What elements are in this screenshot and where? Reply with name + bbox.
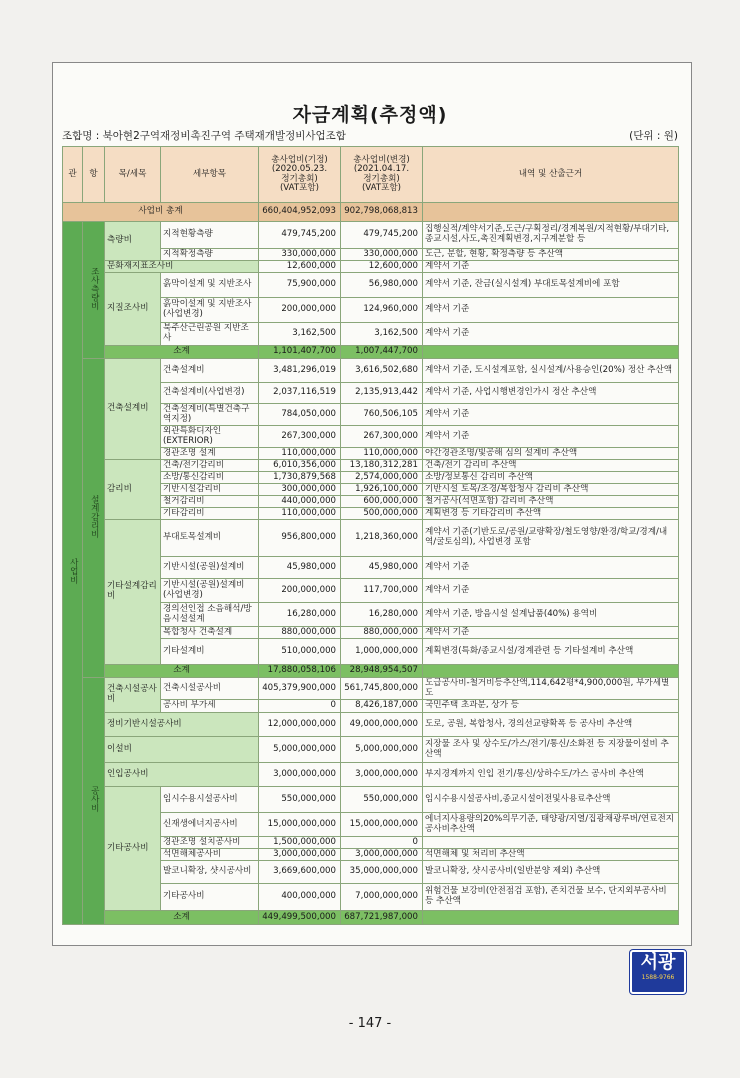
hang-survey: 조사측량비	[83, 222, 105, 359]
header-col-a: 총사업비(기정) (2020.05.23. 정기총회) (VAT포함)	[259, 147, 341, 203]
table-row: 철거감리비 440,000,000 600,000,000 철거공사(석면포함) 감리비 추산액	[63, 496, 679, 508]
header-mok: 목/세목	[105, 147, 161, 203]
table-row: 석면해체공사비 3,000,000,000 3,000,000,000 석면해체 및 처리비 추산액	[63, 849, 679, 861]
grand-total-b: 902,798,068,813	[341, 203, 423, 222]
table-row: 기반시설(공원)설계비(사업변경) 200,000,000 117,700,000 계약서 기준	[63, 579, 679, 603]
table-row: 지적확정측량 330,000,000 330,000,000 도근, 분할, 현황, 확정측량 등 추산액	[63, 249, 679, 261]
grand-total-label: 사업비 총계	[63, 203, 259, 222]
gwan-cell: 사업비	[63, 222, 83, 925]
header-col-b: 총사업비(변경) (2021.04.17. 정기총회) (VAT포함)	[341, 147, 423, 203]
table-row: 정비기반시설공사비 12,000,000,000 49,000,000,000 도로, 공원, 복합청사, 경의선교량확폭 등 공사비 추산액	[63, 713, 679, 737]
table-row: 기타설계감리비 부대토목설계비 956,800,000 1,218,360,000 계약서 기준(기반도로/공원/교량확장/철도영향/환경/학교/경계/내역/굴토심의), 사업변경 포함	[63, 520, 679, 557]
table-row: 흙막이설계 및 지반조사(사업변경) 200,000,000 124,960,000 계약서 기준	[63, 298, 679, 323]
table-row: 공사비 건축시설공사비 건축시설공사비 405,379,900,000 561,745,800,000 도급공사비-철거비등추산액,114,642평*4,900,000원, 부가세별도	[63, 678, 679, 700]
unit-label: (단위 : 원)	[629, 130, 678, 142]
page-title: 자금계획(추정액)	[292, 104, 448, 126]
header-basis: 내역 및 산출근거	[423, 147, 679, 203]
grand-total-row	[63, 203, 679, 222]
table-row: 기타설계비 510,000,000 1,000,000,000 계획변경(특화/종교시설/경계관련 등 기타설계비 추산액	[63, 639, 679, 665]
header-gwan: 관	[63, 147, 83, 203]
subtotal-row: 소계 1,101,407,700 1,007,447,700	[63, 346, 679, 359]
publisher-logo: 서광 1588-9766	[630, 950, 686, 994]
table-row: 발코니확장, 샷시공사비 3,669,600,000 35,000,000,000 발코니확장, 샷시공사비(일반분양 제외) 추산액	[63, 861, 679, 884]
table-row: 경관조명 설치공사비 1,500,000,000 0	[63, 837, 679, 849]
table-row: 기타공사비 400,000,000 7,000,000,000 위험건물 보강비(안전점검 포함), 존치건물 보수, 단지외부공사비 등 추산액	[63, 884, 679, 911]
table-row: 건축설계비(특별건축구역지정) 784,050,000 760,506,105 계약서 기준	[63, 404, 679, 426]
hang-construction: 공사비	[83, 678, 105, 925]
header-detail: 세부항목	[161, 147, 259, 203]
header-hang: 항	[83, 147, 105, 203]
table-row: 감리비 건축/전기감리비 6,010,356,000 13,180,312,281 건축/전기 감리비 추산액	[63, 460, 679, 472]
table-row: 기반시설(공원)설계비 45,980,000 45,980,000 계약서 기준	[63, 557, 679, 579]
table-row: 문화재지표조사비 12,600,000 12,600,000 계약서 기준	[63, 261, 679, 273]
table-row: 기타공사비 임시수용시설공사비 550,000,000 550,000,000 임시수용시설공사비,종교시설이전및사용료추산액	[63, 787, 679, 813]
table-row: 건축설계비(사업변경) 2,037,116,519 2,135,913,442 계약서 기준, 사업시행변경인가시 정산 추산액	[63, 383, 679, 404]
page-number: - 147 -	[348, 1016, 392, 1031]
table-row: 외관특화디자인(EXTERIOR) 267,300,000 267,300,000 계약서 기준	[63, 426, 679, 448]
table-row: 경의선인접 소음해석/방음시설설계 16,280,000 16,280,000 계약서 기준, 방음시설 설계납품(40%) 용역비	[63, 603, 679, 627]
mok-survey-measure: 측량비	[105, 222, 161, 261]
budget-table	[62, 146, 679, 925]
hang-design: 설계감리비	[83, 359, 105, 678]
subtotal-row: 소계 17,880,058,106 28,948,954,507	[63, 665, 679, 678]
table-row: 북주산근린공원 지반조사 3,162,500 3,162,500 계약서 기준	[63, 323, 679, 346]
association-name: 조합명 : 북아현2구역재정비촉진구역 주택재개발정비사업조합	[62, 130, 346, 142]
table-row: 공사비 부가세 0 8,426,187,000 국민주택 초과분, 상가 등	[63, 700, 679, 713]
table-row: 경관조명 설계 110,000,000 110,000,000 야간경관조명/빛공해 심의 설계비 추산액	[63, 448, 679, 460]
table-row: 사업비 조사측량비 측량비 지적현황측량 479,745,200 479,745,200 집행실적/계약서기준,도근/구획정리/경계복원/지적현황/부대기타,종교시설,사도,촉진계획변경,지구계분할 등	[63, 222, 679, 249]
table-row: 설계감리비 건축설계비 건축설계비 3,481,296,019 3,616,502,680 계약서 기준, 도시설계포함, 실시설계/사용승인(20%) 정산 추산액	[63, 359, 679, 383]
table-row: 기타감리비 110,000,000 500,000,000 계획변경 등 기타감리비 추산액	[63, 508, 679, 520]
header-row	[63, 147, 679, 203]
table-row: 신재생에너지공사비 15,000,000,000 15,000,000,000 에너지사용량의20%의무기준, 태양광/지열/집광채광루버/연료전지공사비추산액	[63, 813, 679, 837]
subtotal-row: 소계 449,499,500,000 687,721,987,000	[63, 911, 679, 925]
grand-total-a: 660,404,952,093	[259, 203, 341, 222]
table-row: 이설비 5,000,000,000 5,000,000,000 지장물 조사 및 상수도/가스/전기/통신/소화전 등 지장물이설비 추산액	[63, 737, 679, 763]
table-row: 소방/통신감리비 1,730,879,568 2,574,000,000 소방/정보통신 감리비 추산액	[63, 472, 679, 484]
meta-line	[62, 128, 678, 143]
table-row: 지질조사비 흙막이설계 및 지반조사 75,900,000 56,980,000 계약서 기준, 잔금(실시설계) 부대토목설계비에 포함	[63, 273, 679, 298]
table-row: 기반시설감리비 300,000,000 1,926,100,000 기반시설 토목/조경/복합청사 감리비 추산액	[63, 484, 679, 496]
table-row: 인입공사비 3,000,000,000 3,000,000,000 부지경계까지 인입 전기/통신/상하수도/가스 공사비 추산액	[63, 763, 679, 787]
table-row: 복합청사 건축설계 880,000,000 880,000,000 계약서 기준	[63, 627, 679, 639]
